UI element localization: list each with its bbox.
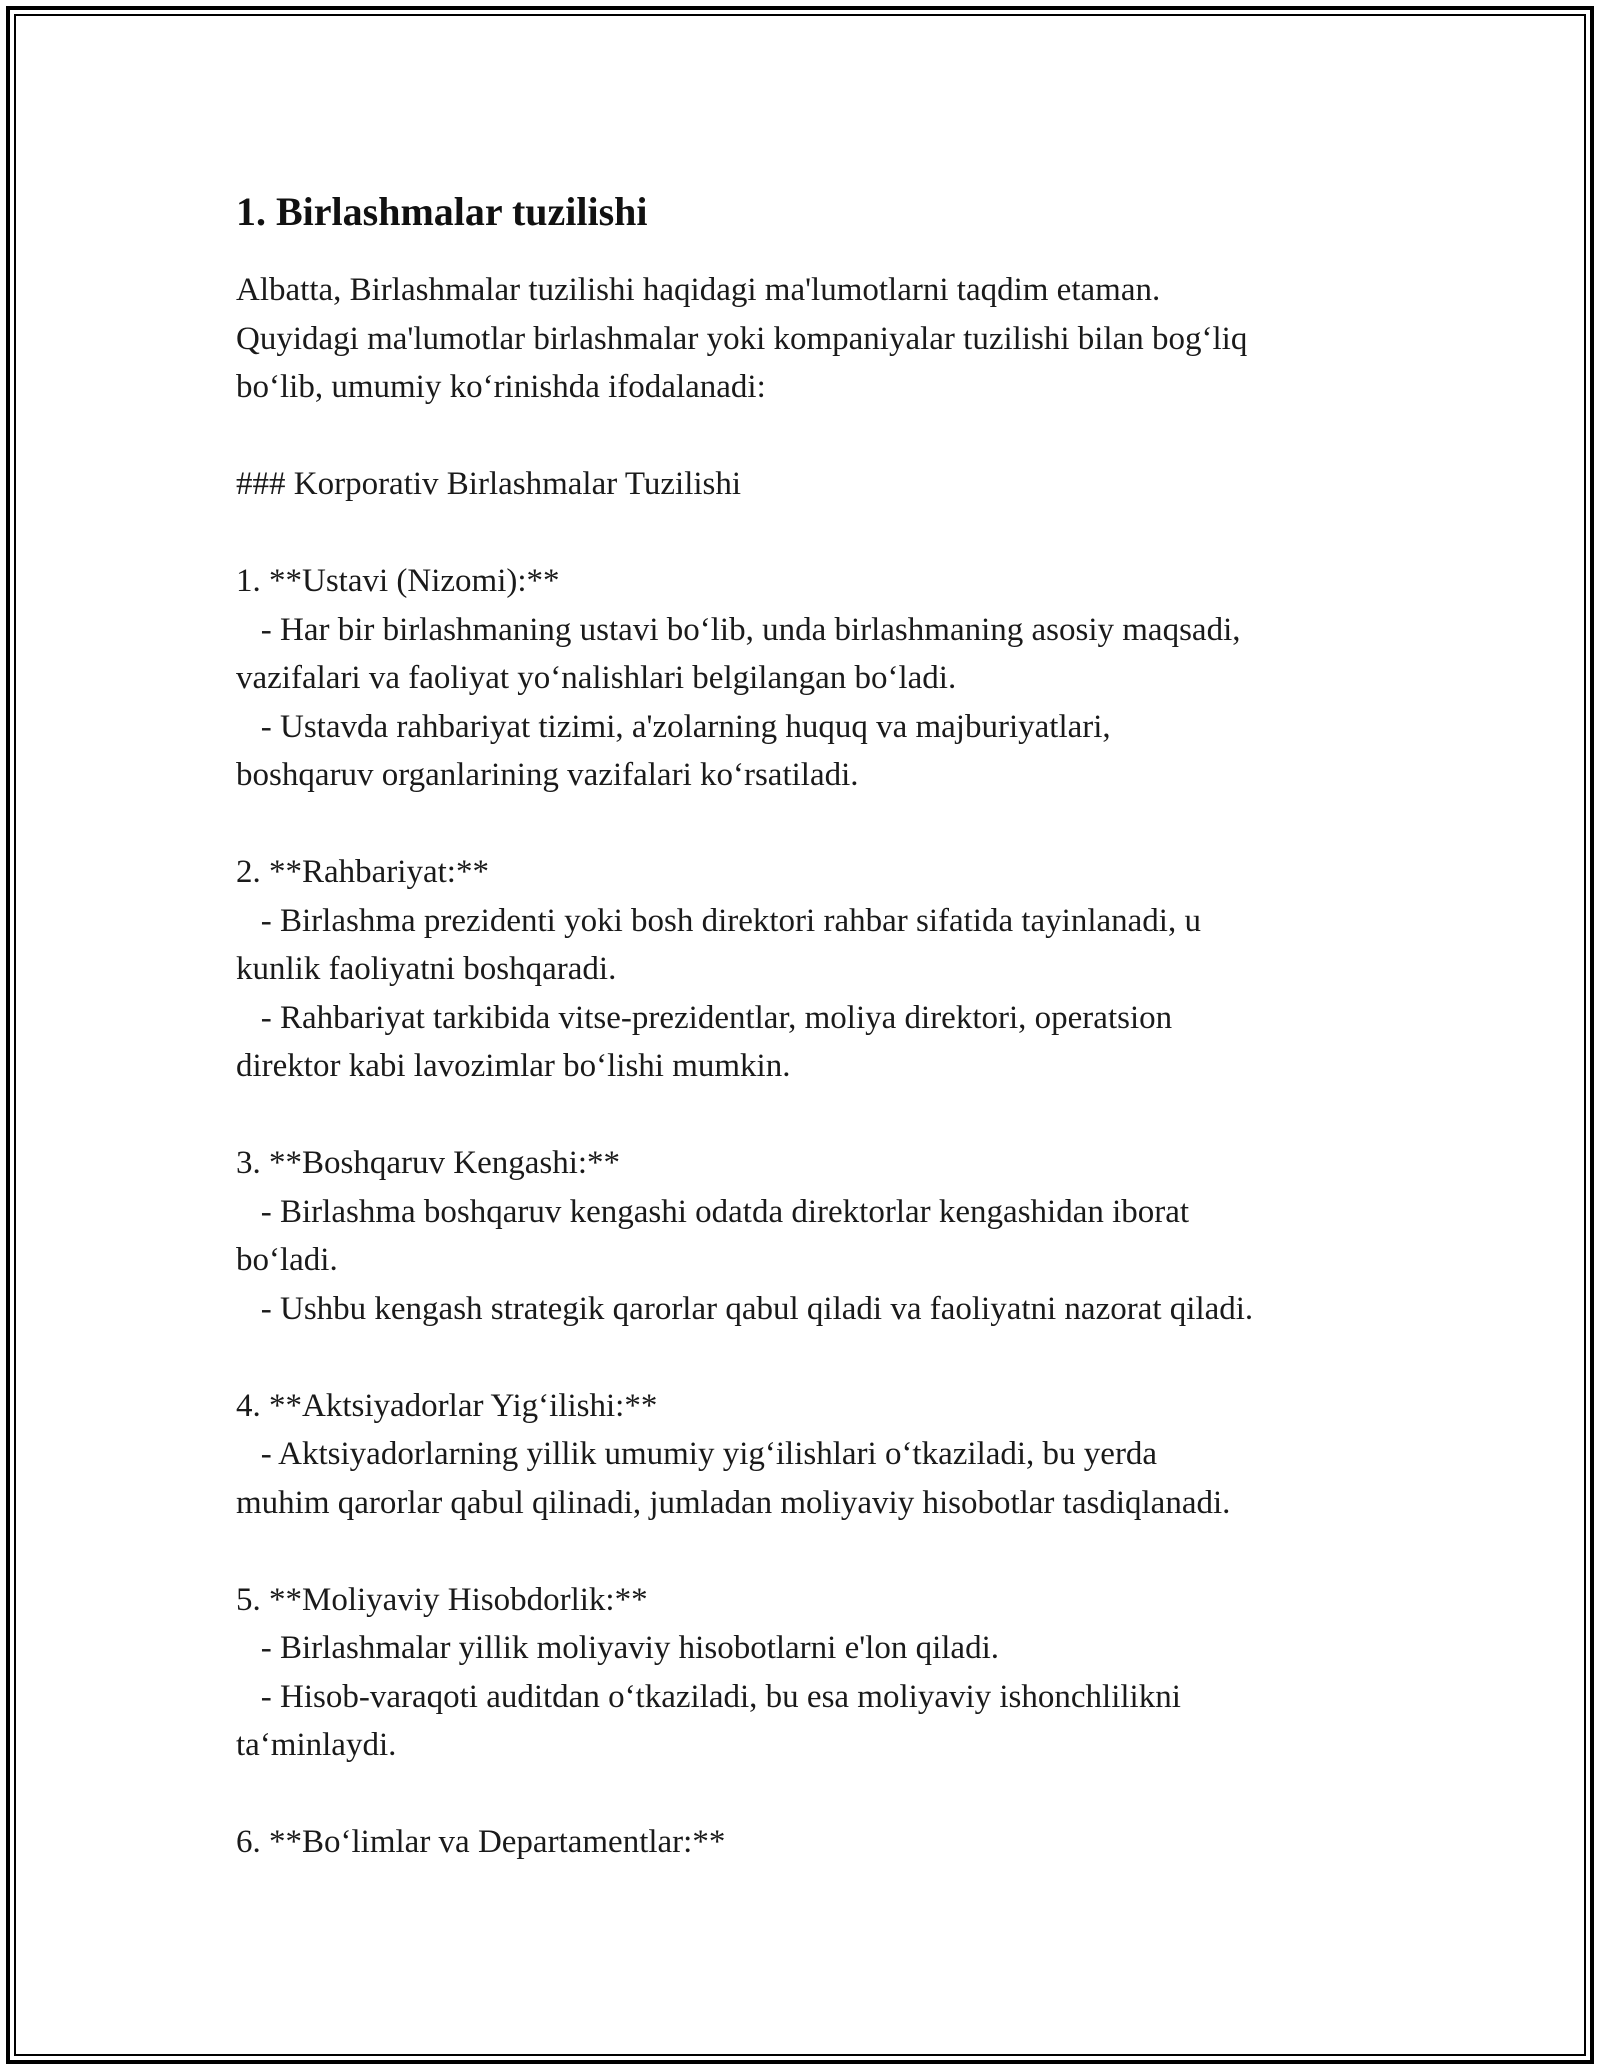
- section-line: - Hisob-varaqoti auditdan o‘tkaziladi, bu esa moliyaviy ishonchlilikni: [236, 1678, 1181, 1715]
- document-page: [236, 188, 1386, 1867]
- subheading: [236, 460, 1386, 509]
- blank-line: [236, 509, 1386, 558]
- section-line: - Birlashma boshqaruv kengashi odatda direktorlar kengashidan iborat: [236, 1193, 1190, 1230]
- section-moliyaviy-hisobdorlik: [236, 1576, 1386, 1770]
- blank-line: [236, 412, 1386, 461]
- section-line: direktor kabi lavozimlar bo‘lishi mumkin.: [236, 1048, 791, 1084]
- intro-line: bo‘lib, umumiy ko‘rinishda ifodalanadi:: [236, 369, 766, 405]
- subheading-text: ### Korporativ Birlashmalar Tuzilishi: [236, 466, 742, 502]
- section-heading: 2. **Rahbariyat:**: [236, 854, 489, 890]
- blank-line: [236, 1091, 1386, 1140]
- section-heading: 5. **Moliyaviy Hisobdorlik:**: [236, 1581, 648, 1618]
- intro-line: Albatta, Birlashmalar tuzilishi haqidagi ma'lumotlarni taqdim etaman.: [236, 272, 1161, 308]
- section-ustavi: [236, 557, 1386, 800]
- section-boshqaruv-kengashi: [236, 1139, 1386, 1333]
- section-bolimlar: [236, 1818, 1386, 1867]
- section-line: - Rahbariyat tarkibida vitse-prezidentlar, moliya direktori, operatsion: [236, 999, 1173, 1036]
- section-line: boshqaruv organlarining vazifalari ko‘rsatiladi.: [236, 757, 859, 793]
- section-line: - Birlashma prezidenti yoki bosh direktori rahbar sifatida tayinlanadi, u: [236, 902, 1201, 939]
- section-heading: 1. **Ustavi (Nizomi):**: [236, 563, 560, 599]
- section-line: kunlik faoliyatni boshqaradi.: [236, 951, 617, 987]
- section-aktsiyadorlar: [236, 1382, 1386, 1528]
- intro-paragraph: [236, 266, 1386, 412]
- section-line: - Ushbu kengash strategik qarorlar qabul qiladi va faoliyatni nazorat qiladi.: [236, 1290, 1254, 1327]
- section-line: ta‘minlaydi.: [236, 1727, 397, 1763]
- section-heading: 4. **Aktsiyadorlar Yig‘ilishi:**: [236, 1387, 658, 1424]
- blank-line: [236, 800, 1386, 849]
- section-line: bo‘ladi.: [236, 1242, 338, 1278]
- section-line: muhim qarorlar qabul qilinadi, jumladan moliyaviy hisobotlar tasdiqlanadi.: [236, 1484, 1231, 1521]
- section-heading: 6. **Bo‘limlar va Departamentlar:**: [236, 1824, 726, 1860]
- intro-line: Quyidagi ma'lumotlar birlashmalar yoki kompaniyalar tuzilishi bilan bog‘liq: [236, 320, 1248, 357]
- document-title: 1. Birlashmalar tuzilishi: [236, 189, 648, 234]
- section-line: - Aktsiyadorlarning yillik umumiy yig‘ilishlari o‘tkaziladi, bu yerda: [236, 1436, 1158, 1472]
- section-line: vazifalari va faoliyat yo‘nalishlari belgilangan bo‘ladi.: [236, 660, 957, 696]
- blank-line: [236, 1527, 1386, 1576]
- blank-line: [236, 1333, 1386, 1382]
- section-line: - Birlashmalar yillik moliyaviy hisobotlarni e'lon qiladi.: [236, 1630, 999, 1666]
- section-line: - Har bir birlashmaning ustavi bo‘lib, unda birlashmaning asosiy maqsadi,: [236, 611, 1241, 648]
- blank-line: [236, 1770, 1386, 1819]
- section-heading: 3. **Boshqaruv Kengashi:**: [236, 1145, 621, 1181]
- section-rahbariyat: [236, 848, 1386, 1091]
- section-line: - Ustavda rahbariyat tizimi, a'zolarning huquq va majburiyatlari,: [236, 708, 1111, 745]
